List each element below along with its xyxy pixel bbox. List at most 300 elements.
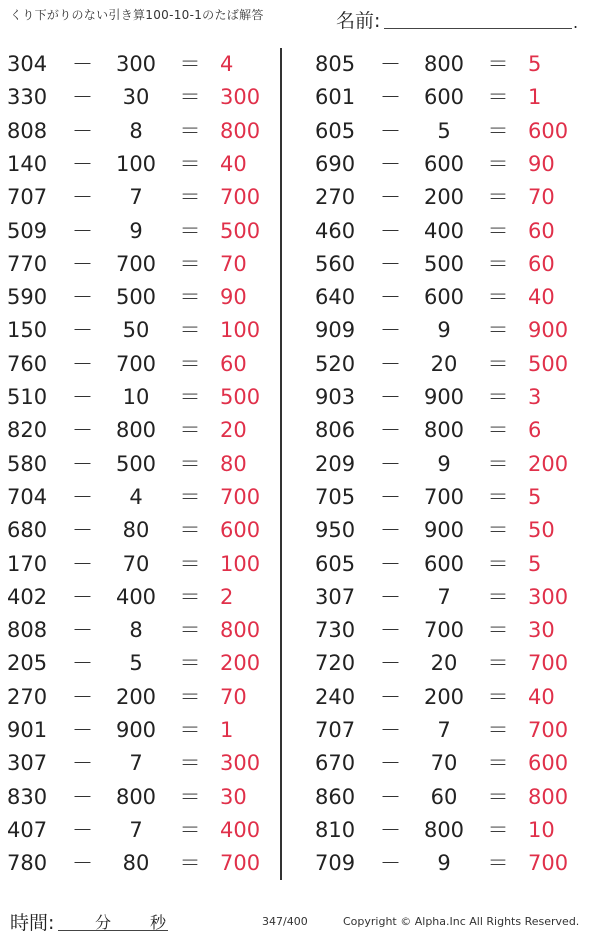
- equals-sign: ＝: [179, 285, 201, 310]
- equals-sign: ＝: [487, 118, 509, 143]
- problem-row: [308, 481, 600, 514]
- answer: 800: [528, 784, 569, 809]
- equals-sign: ＝: [179, 118, 201, 143]
- equals-sign: ＝: [487, 784, 509, 809]
- subtrahend: 70: [122, 551, 150, 576]
- subtrahend: 800: [115, 784, 157, 809]
- minuend: 304: [7, 52, 48, 76]
- minuend: 140: [7, 151, 48, 176]
- problem-row: [0, 581, 278, 614]
- subtrahend: 7: [129, 185, 143, 210]
- answer: 60: [528, 251, 555, 276]
- equals-sign: ＝: [487, 151, 509, 176]
- subtrahend: 9: [437, 318, 451, 343]
- problem-row: [0, 614, 278, 647]
- equals-sign: ＝: [487, 251, 509, 276]
- answer: 800: [220, 618, 261, 643]
- problem-row: [308, 781, 600, 814]
- minus-sign: －: [380, 85, 401, 110]
- subtrahend: 60: [430, 784, 458, 809]
- answer: 60: [528, 218, 555, 243]
- minuend: 720: [315, 651, 356, 676]
- subtrahend: 5: [437, 118, 451, 143]
- problem-row: [308, 714, 600, 747]
- answer: 5: [528, 52, 542, 76]
- subtrahend: 900: [115, 718, 157, 742]
- equals-sign: ＝: [179, 185, 201, 210]
- problem-row: [0, 747, 278, 780]
- minus-sign: －: [72, 285, 93, 310]
- minuend: 810: [315, 817, 356, 842]
- problem-row: [308, 348, 600, 381]
- answer: 3: [528, 385, 542, 409]
- minuend: 510: [7, 385, 48, 409]
- name-label: 名前:: [336, 10, 381, 32]
- subtrahend: 400: [115, 584, 157, 609]
- name-underline: [384, 28, 572, 29]
- minus-sign: －: [380, 484, 401, 509]
- answer: 700: [528, 851, 569, 876]
- page-number: 347/400: [262, 915, 308, 928]
- equals-sign: ＝: [179, 684, 201, 709]
- subtrahend: 80: [122, 851, 150, 876]
- minus-sign: －: [72, 651, 93, 676]
- minus-sign: －: [380, 385, 401, 409]
- minus-sign: －: [380, 718, 401, 742]
- problem-row: [308, 747, 600, 780]
- equals-sign: ＝: [487, 318, 509, 343]
- minus-sign: －: [380, 451, 401, 476]
- minuend: 240: [315, 684, 356, 709]
- minuend: 704: [7, 484, 48, 509]
- problem-row: [308, 314, 600, 347]
- equals-sign: ＝: [487, 518, 509, 543]
- answer: 500: [220, 218, 261, 243]
- minuend: 707: [315, 718, 356, 742]
- equals-sign: ＝: [179, 518, 201, 543]
- subtrahend: 700: [423, 484, 465, 509]
- subtrahend: 700: [115, 351, 157, 376]
- minus-sign: －: [380, 618, 401, 643]
- subtrahend: 9: [437, 851, 451, 876]
- minus-sign: －: [380, 651, 401, 676]
- subtrahend: 200: [423, 684, 465, 709]
- answer: 90: [528, 151, 555, 176]
- answer: 60: [220, 351, 247, 376]
- minus-sign: －: [72, 85, 93, 110]
- subtrahend: 900: [423, 518, 465, 543]
- minus-sign: －: [380, 851, 401, 876]
- copyright-notice: Copyright © Alpha.Inc All Rights Reserved.: [343, 915, 580, 928]
- answer: 70: [528, 185, 555, 210]
- subtrahend: 8: [129, 118, 143, 143]
- minuend: 520: [315, 351, 356, 376]
- minuend: 901: [7, 718, 48, 742]
- problem-row: [308, 181, 600, 214]
- minuend: 808: [7, 118, 48, 143]
- problem-row: [308, 148, 600, 181]
- subtrahend: 7: [437, 718, 451, 742]
- subtrahend: 800: [115, 418, 157, 443]
- subtrahend: 50: [122, 318, 150, 343]
- equals-sign: ＝: [179, 851, 201, 876]
- problem-row: [0, 215, 278, 248]
- time-label: 時間:: [10, 912, 55, 934]
- answer: 600: [528, 118, 569, 143]
- problem-row: [0, 281, 278, 314]
- minus-sign: －: [380, 584, 401, 609]
- minuend: 690: [315, 151, 356, 176]
- minus-sign: －: [380, 784, 401, 809]
- minuend: 680: [7, 518, 48, 543]
- answer: 30: [220, 784, 247, 809]
- minus-sign: －: [380, 751, 401, 776]
- equals-sign: ＝: [487, 385, 509, 409]
- problem-row: [308, 614, 600, 647]
- minus-sign: －: [380, 52, 401, 76]
- minuend: 806: [315, 418, 356, 443]
- minuend: 509: [7, 218, 48, 243]
- equals-sign: ＝: [487, 718, 509, 742]
- minus-sign: －: [72, 718, 93, 742]
- problem-row: [308, 548, 600, 581]
- minus-sign: －: [72, 751, 93, 776]
- minus-sign: －: [380, 684, 401, 709]
- minuend: 205: [7, 651, 48, 676]
- subtrahend: 10: [122, 385, 150, 409]
- equals-sign: ＝: [487, 451, 509, 476]
- minuend: 805: [315, 52, 356, 76]
- minuend: 780: [7, 851, 48, 876]
- answer: 70: [220, 684, 247, 709]
- answer: 50: [528, 518, 555, 543]
- minuend: 830: [7, 784, 48, 809]
- answer: 5: [528, 484, 542, 509]
- minus-sign: －: [380, 251, 401, 276]
- subtrahend: 600: [423, 151, 465, 176]
- answer: 40: [528, 285, 555, 310]
- problem-row: [308, 414, 600, 447]
- problem-row: [308, 48, 600, 81]
- problem-row: [0, 248, 278, 281]
- minus-sign: －: [72, 684, 93, 709]
- answer: 300: [220, 85, 261, 110]
- subtrahend: 600: [423, 285, 465, 310]
- minuend: 330: [7, 85, 48, 110]
- problem-row: [0, 681, 278, 714]
- minus-sign: －: [72, 551, 93, 576]
- problem-row: [0, 81, 278, 114]
- equals-sign: ＝: [179, 351, 201, 376]
- subtrahend: 900: [423, 385, 465, 409]
- equals-sign: ＝: [487, 817, 509, 842]
- equals-sign: ＝: [179, 484, 201, 509]
- answer: 4: [220, 52, 234, 76]
- problem-row: [0, 115, 278, 148]
- minus-sign: －: [380, 518, 401, 543]
- subtrahend: 700: [423, 618, 465, 643]
- answer: 700: [528, 718, 569, 742]
- equals-sign: ＝: [179, 218, 201, 243]
- equals-sign: ＝: [487, 551, 509, 576]
- subtrahend: 800: [423, 418, 465, 443]
- subtrahend: 5: [129, 651, 143, 676]
- answer: 1: [528, 85, 542, 110]
- answer: 300: [220, 751, 261, 776]
- answer: 100: [220, 551, 261, 576]
- subtrahend: 80: [122, 518, 150, 543]
- problem-row: [0, 647, 278, 680]
- equals-sign: ＝: [179, 418, 201, 443]
- minuend: 707: [7, 185, 48, 210]
- equals-sign: ＝: [179, 318, 201, 343]
- equals-sign: ＝: [179, 817, 201, 842]
- minuend: 270: [315, 185, 356, 210]
- minus-sign: －: [72, 52, 93, 76]
- minus-sign: －: [72, 784, 93, 809]
- minuend: 640: [315, 285, 356, 310]
- minus-sign: －: [380, 351, 401, 376]
- minus-sign: －: [72, 151, 93, 176]
- minuend: 605: [315, 118, 356, 143]
- subtrahend: 300: [115, 52, 157, 76]
- equals-sign: ＝: [487, 85, 509, 110]
- answer: 200: [220, 651, 261, 676]
- seconds-label: 秒: [150, 913, 167, 932]
- minus-sign: －: [380, 151, 401, 176]
- answer: 900: [528, 318, 569, 343]
- equals-sign: ＝: [179, 651, 201, 676]
- equals-sign: ＝: [487, 218, 509, 243]
- equals-sign: ＝: [179, 618, 201, 643]
- problem-row: [308, 281, 600, 314]
- minuend: 808: [7, 618, 48, 643]
- minuend: 402: [7, 584, 48, 609]
- subtrahend: 800: [423, 817, 465, 842]
- minus-sign: －: [72, 851, 93, 876]
- answer: 700: [220, 851, 261, 876]
- answer: 100: [220, 318, 261, 343]
- equals-sign: ＝: [487, 684, 509, 709]
- problem-row: [308, 81, 600, 114]
- problem-row: [308, 381, 600, 414]
- minus-sign: －: [72, 451, 93, 476]
- minuend: 820: [7, 418, 48, 443]
- minuend: 903: [315, 385, 356, 409]
- minuend: 730: [315, 618, 356, 643]
- minuend: 909: [315, 318, 356, 343]
- problem-row: [0, 448, 278, 481]
- problem-row: [0, 814, 278, 847]
- minus-sign: －: [72, 618, 93, 643]
- problem-row: [308, 215, 600, 248]
- problem-row: [308, 448, 600, 481]
- minus-sign: －: [72, 385, 93, 409]
- subtrahend: 7: [129, 817, 143, 842]
- answer: 600: [220, 518, 261, 543]
- minus-sign: －: [72, 251, 93, 276]
- minuend: 270: [7, 684, 48, 709]
- minuend: 307: [315, 584, 356, 609]
- minus-sign: －: [72, 185, 93, 210]
- minus-sign: －: [72, 817, 93, 842]
- subtrahend: 9: [437, 451, 451, 476]
- answer: 30: [528, 618, 555, 643]
- answer: 300: [528, 584, 569, 609]
- subtrahend: 200: [115, 684, 157, 709]
- subtrahend: 7: [129, 751, 143, 776]
- equals-sign: ＝: [487, 185, 509, 210]
- subtrahend: 200: [423, 185, 465, 210]
- equals-sign: ＝: [487, 651, 509, 676]
- minus-sign: －: [72, 218, 93, 243]
- problem-row: [0, 314, 278, 347]
- subtrahend: 500: [115, 285, 157, 310]
- equals-sign: ＝: [179, 551, 201, 576]
- column-divider: [280, 48, 282, 880]
- answer: 40: [220, 151, 247, 176]
- problem-row: [308, 647, 600, 680]
- answer: 700: [528, 651, 569, 676]
- problem-row: [0, 481, 278, 514]
- problem-row: [308, 514, 600, 547]
- minuend: 709: [315, 851, 356, 876]
- minuend: 860: [315, 784, 356, 809]
- equals-sign: ＝: [487, 584, 509, 609]
- equals-sign: ＝: [487, 52, 509, 76]
- minuend: 950: [315, 518, 356, 543]
- subtrahend: 500: [423, 251, 465, 276]
- subtrahend: 800: [423, 52, 465, 76]
- minus-sign: －: [380, 418, 401, 443]
- answer: 800: [220, 118, 261, 143]
- minuend: 670: [315, 751, 356, 776]
- subtrahend: 70: [430, 751, 458, 776]
- minus-sign: －: [380, 185, 401, 210]
- answer: 5: [528, 551, 542, 576]
- problem-row: [0, 48, 278, 81]
- answer: 400: [220, 817, 261, 842]
- minuend: 705: [315, 484, 356, 509]
- minus-sign: －: [72, 318, 93, 343]
- minus-sign: －: [380, 118, 401, 143]
- minus-sign: －: [72, 518, 93, 543]
- problem-row: [308, 847, 600, 880]
- minus-sign: －: [380, 318, 401, 343]
- answer: 10: [528, 817, 555, 842]
- equals-sign: ＝: [179, 85, 201, 110]
- equals-sign: ＝: [487, 851, 509, 876]
- minuend: 580: [7, 451, 48, 476]
- minuend: 590: [7, 285, 48, 310]
- minus-sign: －: [380, 285, 401, 310]
- problem-row: [0, 381, 278, 414]
- minuend: 407: [7, 817, 48, 842]
- minus-sign: －: [380, 551, 401, 576]
- answer: 600: [528, 751, 569, 776]
- minus-sign: －: [380, 218, 401, 243]
- subtrahend: 4: [129, 484, 143, 509]
- equals-sign: ＝: [179, 751, 201, 776]
- equals-sign: ＝: [179, 52, 201, 76]
- answer: 500: [528, 351, 569, 376]
- equals-sign: ＝: [179, 385, 201, 409]
- problem-row: [0, 148, 278, 181]
- problem-row: [308, 248, 600, 281]
- equals-sign: ＝: [179, 251, 201, 276]
- subtrahend: 600: [423, 551, 465, 576]
- answer: 80: [220, 451, 247, 476]
- minus-sign: －: [72, 418, 93, 443]
- minus-sign: －: [72, 584, 93, 609]
- problem-row: [0, 181, 278, 214]
- problem-row: [308, 115, 600, 148]
- answer: 40: [528, 684, 555, 709]
- subtrahend: 100: [115, 151, 157, 176]
- minuend: 760: [7, 351, 48, 376]
- subtrahend: 600: [423, 85, 465, 110]
- name-period: .: [573, 13, 579, 32]
- equals-sign: ＝: [487, 285, 509, 310]
- equals-sign: ＝: [179, 584, 201, 609]
- problem-row: [0, 414, 278, 447]
- answer: 90: [220, 285, 247, 310]
- minuend: 605: [315, 551, 356, 576]
- problem-row: [308, 581, 600, 614]
- subtrahend: 20: [430, 651, 458, 676]
- minuend: 601: [315, 85, 356, 110]
- equals-sign: ＝: [487, 418, 509, 443]
- equals-sign: ＝: [179, 451, 201, 476]
- answer: 700: [220, 185, 261, 210]
- equals-sign: ＝: [179, 718, 201, 742]
- minuend: 770: [7, 251, 48, 276]
- subtrahend: 20: [430, 351, 458, 376]
- problem-row: [0, 514, 278, 547]
- subtrahend: 9: [129, 218, 143, 243]
- problem-row: [308, 681, 600, 714]
- equals-sign: ＝: [487, 484, 509, 509]
- minutes-label: 分: [95, 913, 112, 932]
- problem-row: [0, 781, 278, 814]
- equals-sign: ＝: [179, 151, 201, 176]
- minuend: 150: [7, 318, 48, 343]
- minuend: 307: [7, 751, 48, 776]
- problem-row: [308, 814, 600, 847]
- problem-row: [0, 548, 278, 581]
- answer: 6: [528, 418, 542, 443]
- answer: 2: [220, 584, 234, 609]
- minus-sign: －: [72, 484, 93, 509]
- answer: 70: [220, 251, 247, 276]
- answer: 500: [220, 385, 261, 409]
- subtrahend: 400: [423, 218, 465, 243]
- worksheet-title: くり下がりのない引き算100-10-1のたば解答: [10, 8, 264, 22]
- equals-sign: ＝: [179, 784, 201, 809]
- answer: 1: [220, 718, 234, 742]
- subtrahend: 700: [115, 251, 157, 276]
- problem-row: [0, 348, 278, 381]
- minuend: 209: [315, 451, 356, 476]
- subtrahend: 500: [115, 451, 157, 476]
- subtrahend: 8: [129, 618, 143, 643]
- subtrahend: 7: [437, 584, 451, 609]
- minus-sign: －: [72, 351, 93, 376]
- minus-sign: －: [380, 817, 401, 842]
- answer: 700: [220, 484, 261, 509]
- equals-sign: ＝: [487, 751, 509, 776]
- minuend: 560: [315, 251, 356, 276]
